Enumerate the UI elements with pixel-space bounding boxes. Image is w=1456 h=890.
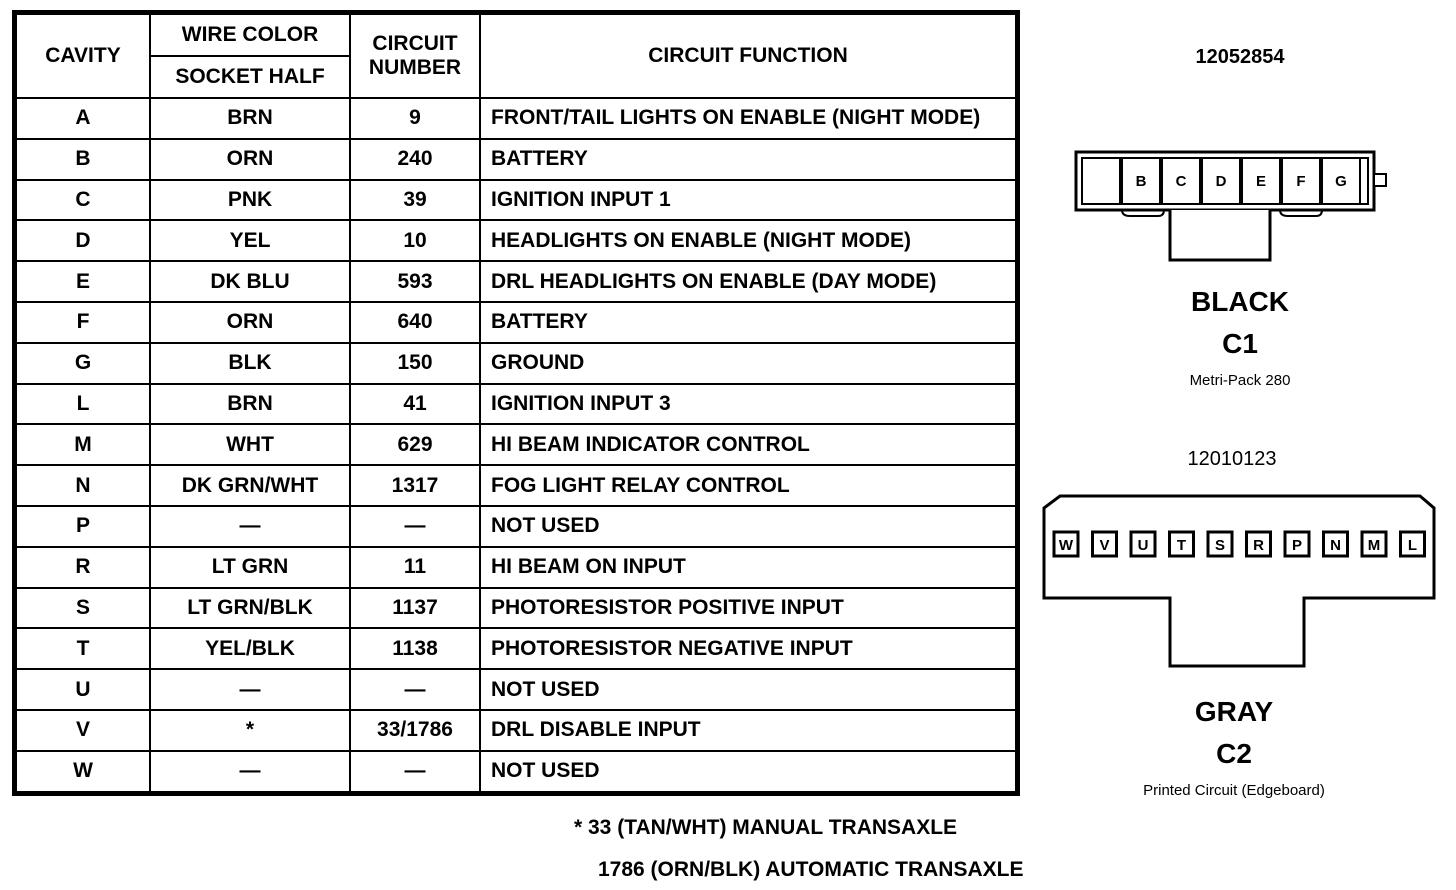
cell-circuit-number: 150 <box>350 343 480 384</box>
table-row <box>16 506 1016 547</box>
cell-cavity: M <box>16 424 150 465</box>
c1-pin-label: D <box>1215 173 1227 190</box>
c1-pin-label: C <box>1175 173 1187 190</box>
c1-part-number: 12052854 <box>1195 46 1285 68</box>
c2-pin-label: W <box>1058 537 1074 554</box>
cell-circuit-function: DRL DISABLE INPUT <box>480 710 1016 751</box>
c1-pin-label: F <box>1296 173 1306 190</box>
c2-type: Printed Circuit (Edgeboard) <box>1143 782 1325 799</box>
cell-cavity: U <box>16 669 150 710</box>
c2-pin-label: S <box>1214 537 1226 554</box>
cell-wire-color: ORN <box>150 139 350 180</box>
cell-circuit-number: 9 <box>350 98 480 139</box>
cell-cavity: E <box>16 261 150 302</box>
header-socket-half: SOCKET HALF <box>150 56 350 98</box>
c2-pin-label: N <box>1330 537 1341 554</box>
header-circuit-number-line1: CIRCUIT <box>372 32 458 55</box>
header-wire-color: WIRE COLOR <box>150 14 350 56</box>
table-row <box>16 180 1016 221</box>
cell-circuit-function: PHOTORESISTOR POSITIVE INPUT <box>480 588 1016 629</box>
cell-wire-color: BRN <box>150 384 350 425</box>
table-row <box>16 302 1016 343</box>
cell-wire-color: LT GRN <box>150 547 350 588</box>
cell-circuit-number: 1317 <box>350 465 480 506</box>
cell-circuit-number: 10 <box>350 220 480 261</box>
cell-wire-color: — <box>150 669 350 710</box>
c2-connector-diagram <box>1040 490 1440 672</box>
table-row <box>16 343 1016 384</box>
cell-cavity: D <box>16 220 150 261</box>
cell-circuit-function: IGNITION INPUT 3 <box>480 384 1016 425</box>
c2-pin-label: M <box>1367 537 1381 554</box>
cell-circuit-number: 11 <box>350 547 480 588</box>
cell-wire-color: LT GRN/BLK <box>150 588 350 629</box>
c1-pin-label: G <box>1335 173 1347 190</box>
c2-pin-label: R <box>1253 537 1264 554</box>
cell-circuit-number: 240 <box>350 139 480 180</box>
cell-cavity: G <box>16 343 150 384</box>
table-row <box>16 261 1016 302</box>
cell-circuit-number: 41 <box>350 384 480 425</box>
c1-pin-label: B <box>1135 173 1147 190</box>
cell-circuit-function: BATTERY <box>480 139 1016 180</box>
cell-wire-color: BRN <box>150 98 350 139</box>
cell-circuit-function: NOT USED <box>480 669 1016 710</box>
cell-cavity: N <box>16 465 150 506</box>
c2-pin-label: P <box>1291 537 1303 554</box>
c1-type: Metri-Pack 280 <box>1189 372 1291 389</box>
c2-pin-label: V <box>1099 537 1110 554</box>
c1-connector-diagram <box>1070 148 1390 266</box>
header-cavity: CAVITY <box>16 14 150 98</box>
table-row <box>16 588 1016 629</box>
cell-circuit-function: NOT USED <box>480 751 1016 792</box>
cell-circuit-function: NOT USED <box>480 506 1016 547</box>
cell-cavity: A <box>16 98 150 139</box>
cell-circuit-function: IGNITION INPUT 1 <box>480 180 1016 221</box>
cell-circuit-function: HI BEAM ON INPUT <box>480 547 1016 588</box>
cell-cavity: R <box>16 547 150 588</box>
table-row <box>16 139 1016 180</box>
cell-cavity: V <box>16 710 150 751</box>
c1-color: BLACK <box>1191 286 1289 317</box>
table-row <box>16 220 1016 261</box>
cell-cavity: L <box>16 384 150 425</box>
header-circuit-number-line2: NUMBER <box>368 56 462 79</box>
table-row <box>16 547 1016 588</box>
cell-circuit-function: BATTERY <box>480 302 1016 343</box>
header-circuit-number <box>350 14 480 98</box>
cell-cavity: T <box>16 628 150 669</box>
cell-cavity: W <box>16 751 150 792</box>
table-row <box>16 669 1016 710</box>
cell-wire-color: * <box>150 710 350 751</box>
cell-wire-color: ORN <box>150 302 350 343</box>
cell-cavity: C <box>16 180 150 221</box>
cell-circuit-number: 629 <box>350 424 480 465</box>
c1-name: C1 <box>1222 328 1258 359</box>
cell-wire-color: BLK <box>150 343 350 384</box>
table-row <box>16 424 1016 465</box>
cell-wire-color: DK BLU <box>150 261 350 302</box>
cell-circuit-function: DRL HEADLIGHTS ON ENABLE (DAY MODE) <box>480 261 1016 302</box>
cell-wire-color: DK GRN/WHT <box>150 465 350 506</box>
cell-wire-color: — <box>150 751 350 792</box>
table-row <box>16 710 1016 751</box>
footnote-line-1: * 33 (TAN/WHT) MANUAL TRANSAXLE <box>574 816 958 839</box>
cell-circuit-number: — <box>350 751 480 792</box>
cell-wire-color: WHT <box>150 424 350 465</box>
cell-circuit-function: PHOTORESISTOR NEGATIVE INPUT <box>480 628 1016 669</box>
connector-pinout-table <box>12 10 1020 796</box>
cell-circuit-function: FRONT/TAIL LIGHTS ON ENABLE (NIGHT MODE) <box>480 98 1016 139</box>
c1-pin-label: E <box>1255 173 1267 190</box>
cell-wire-color: PNK <box>150 180 350 221</box>
table-row <box>16 98 1016 139</box>
c2-pin-label: T <box>1176 537 1187 554</box>
cell-circuit-function: GROUND <box>480 343 1016 384</box>
cell-wire-color: YEL/BLK <box>150 628 350 669</box>
cell-circuit-function: HEADLIGHTS ON ENABLE (NIGHT MODE) <box>480 220 1016 261</box>
cell-circuit-number: — <box>350 669 480 710</box>
cell-circuit-number: 1138 <box>350 628 480 669</box>
cell-circuit-number: 1137 <box>350 588 480 629</box>
cell-circuit-number: 640 <box>350 302 480 343</box>
table-row <box>16 384 1016 425</box>
c2-name: C2 <box>1216 738 1252 769</box>
c2-pin-label: L <box>1407 537 1418 554</box>
cell-circuit-number: 593 <box>350 261 480 302</box>
table-row <box>16 465 1016 506</box>
cell-circuit-number: 39 <box>350 180 480 221</box>
cell-cavity: F <box>16 302 150 343</box>
cell-wire-color: YEL <box>150 220 350 261</box>
footnote-line-2: 1786 (ORN/BLK) AUTOMATIC TRANSAXLE <box>598 858 1024 881</box>
cell-cavity: B <box>16 139 150 180</box>
header-circuit-function: CIRCUIT FUNCTION <box>480 14 1016 98</box>
cell-cavity: S <box>16 588 150 629</box>
cell-wire-color: — <box>150 506 350 547</box>
cell-cavity: P <box>16 506 150 547</box>
c2-pin-label: U <box>1137 537 1149 554</box>
cell-circuit-number: — <box>350 506 480 547</box>
table-row <box>16 751 1016 792</box>
c2-color: GRAY <box>1194 696 1274 727</box>
c2-part-number: 12010123 <box>1187 448 1277 470</box>
cell-circuit-function: FOG LIGHT RELAY CONTROL <box>480 465 1016 506</box>
cell-circuit-number: 33/1786 <box>350 710 480 751</box>
table-row <box>16 628 1016 669</box>
cell-circuit-function: HI BEAM INDICATOR CONTROL <box>480 424 1016 465</box>
